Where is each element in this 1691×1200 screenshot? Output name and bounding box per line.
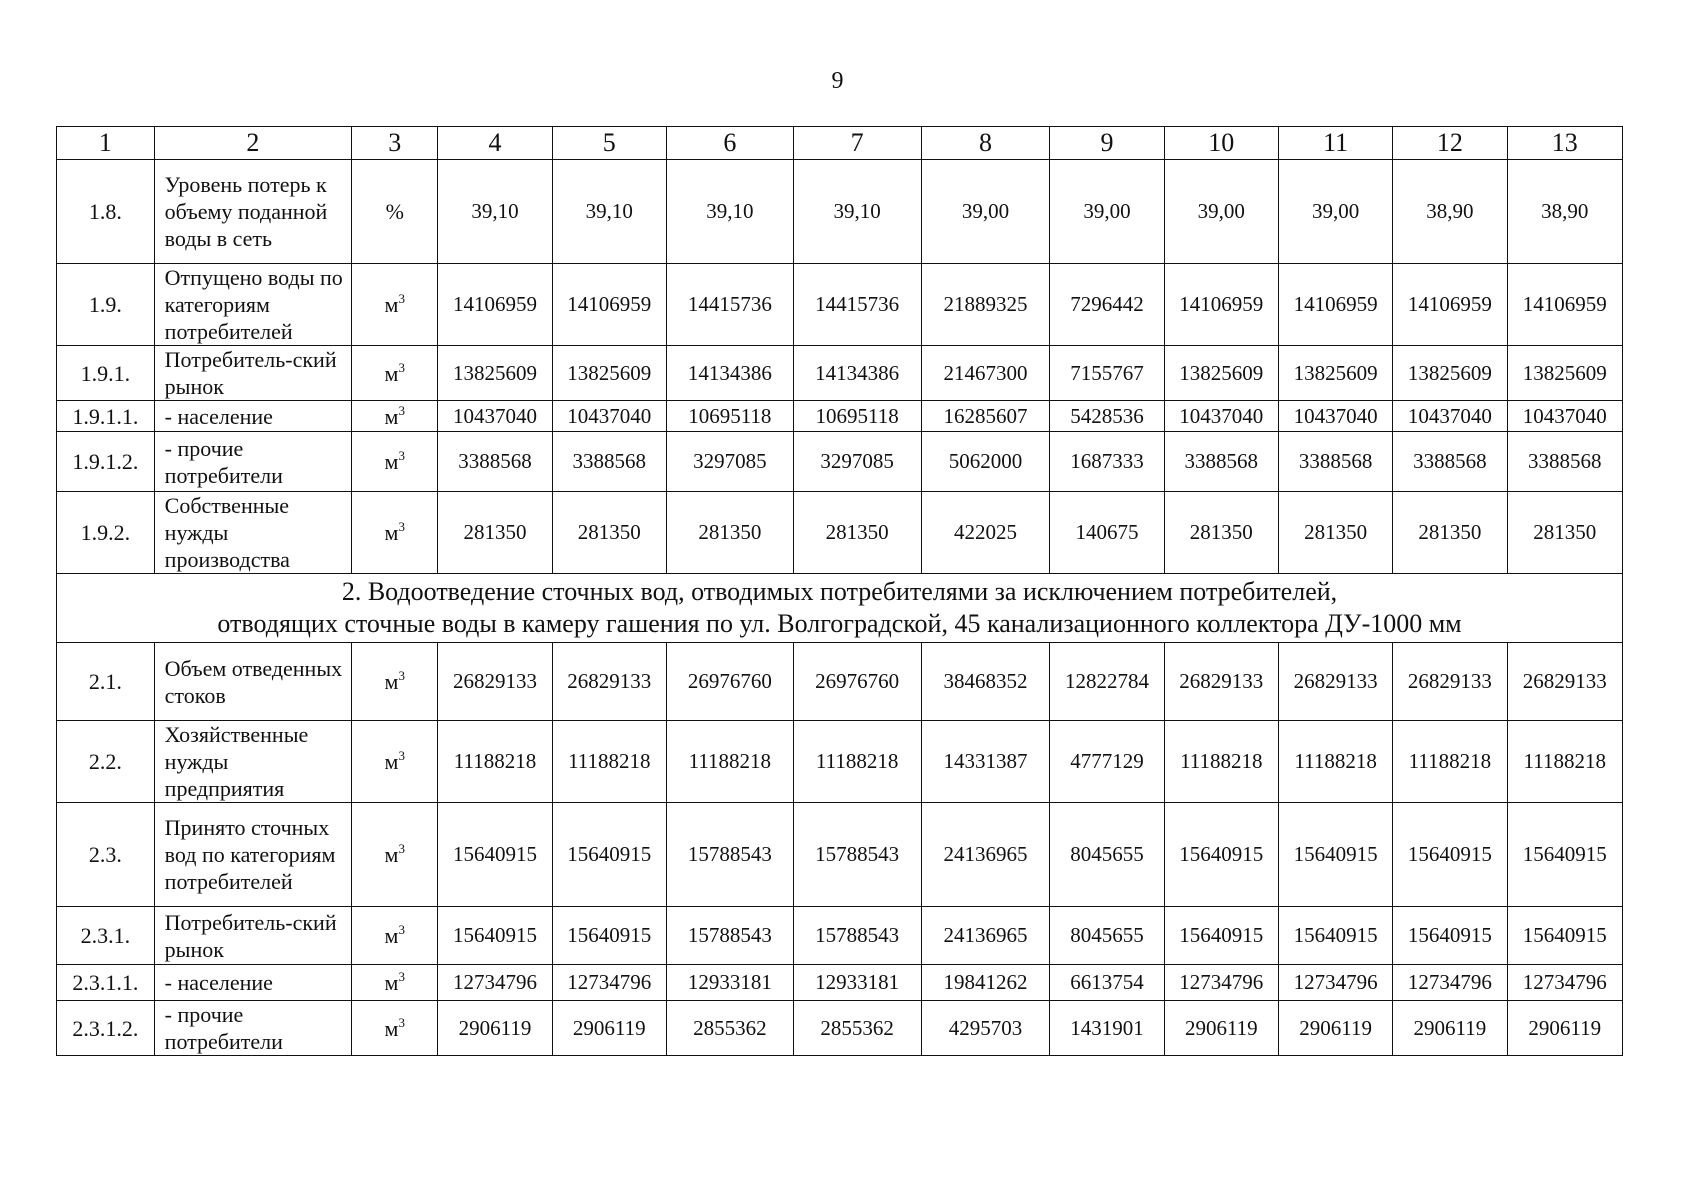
value-cell: 3388568 bbox=[552, 432, 666, 492]
unit-text: м bbox=[384, 292, 399, 317]
unit-superscript: 3 bbox=[398, 448, 405, 463]
row-unit bbox=[352, 264, 438, 346]
section-heading-line-2: отводящих сточные воды в камеру гашения по ул. Волгоградской, 45 канализационного коллектора ДУ-1000 мм bbox=[217, 609, 1462, 638]
row-code: 1.9.1.2. bbox=[57, 432, 155, 492]
value-cell: 15788543 bbox=[666, 803, 793, 907]
value-cell: 1687333 bbox=[1050, 432, 1164, 492]
row-unit bbox=[352, 346, 438, 401]
value-cell: 14415736 bbox=[793, 264, 921, 346]
value-cell: 15640915 bbox=[1278, 907, 1392, 965]
value-cell: 281350 bbox=[793, 492, 921, 574]
value-cell: 281350 bbox=[1164, 492, 1278, 574]
unit-text: м bbox=[384, 749, 399, 774]
value-cell: 21889325 bbox=[921, 264, 1050, 346]
value-cell: 3388568 bbox=[438, 432, 552, 492]
unit-superscript: 3 bbox=[398, 668, 405, 683]
section-heading bbox=[57, 574, 1623, 643]
header-cell: 5 bbox=[552, 127, 666, 160]
value-cell: 21467300 bbox=[921, 346, 1050, 401]
value-cell: 15640915 bbox=[1164, 803, 1278, 907]
header-cell: 3 bbox=[352, 127, 438, 160]
value-cell: 140675 bbox=[1050, 492, 1164, 574]
row-unit bbox=[352, 907, 438, 965]
value-cell: 14106959 bbox=[552, 264, 666, 346]
header-cell: 7 bbox=[793, 127, 921, 160]
table-body bbox=[57, 127, 1623, 1056]
unit-text: м bbox=[384, 520, 399, 545]
value-cell: 10437040 bbox=[1164, 401, 1278, 432]
value-cell: 12734796 bbox=[1278, 965, 1392, 1001]
value-cell: 26829133 bbox=[1393, 643, 1507, 721]
value-cell: 16285607 bbox=[921, 401, 1050, 432]
value-cell: 15640915 bbox=[552, 907, 666, 965]
value-cell: 11188218 bbox=[793, 721, 921, 803]
row-code: 1.9. bbox=[57, 264, 155, 346]
value-cell: 39,10 bbox=[438, 160, 552, 264]
unit-text: м bbox=[384, 923, 399, 948]
header-cell: 1 bbox=[57, 127, 155, 160]
value-cell: 39,10 bbox=[793, 160, 921, 264]
value-cell: 2906119 bbox=[552, 1001, 666, 1056]
table-row bbox=[57, 907, 1623, 965]
row-code: 2.3. bbox=[57, 803, 155, 907]
value-cell: 10437040 bbox=[438, 401, 552, 432]
value-cell: 13825609 bbox=[552, 346, 666, 401]
header-cell: 10 bbox=[1164, 127, 1278, 160]
row-unit bbox=[352, 721, 438, 803]
value-cell: 281350 bbox=[1278, 492, 1392, 574]
table-row bbox=[57, 432, 1623, 492]
row-code: 1.9.1.1. bbox=[57, 401, 155, 432]
value-cell: 13825609 bbox=[1278, 346, 1392, 401]
value-cell: 39,10 bbox=[666, 160, 793, 264]
header-cell: 9 bbox=[1050, 127, 1164, 160]
table-row bbox=[57, 401, 1623, 432]
unit-text: м bbox=[384, 1015, 399, 1041]
value-cell: 15640915 bbox=[1164, 907, 1278, 965]
value-cell: 15640915 bbox=[438, 907, 552, 965]
value-cell: 12933181 bbox=[793, 965, 921, 1001]
value-cell: 13825609 bbox=[1507, 346, 1622, 401]
value-cell: 4777129 bbox=[1050, 721, 1164, 803]
value-cell: 15640915 bbox=[1393, 907, 1507, 965]
row-unit bbox=[352, 965, 438, 1001]
table-row bbox=[57, 1001, 1623, 1056]
value-cell: 12822784 bbox=[1050, 643, 1164, 721]
header-cell: 11 bbox=[1278, 127, 1392, 160]
unit-text: м bbox=[384, 360, 399, 386]
value-cell: 8045655 bbox=[1050, 803, 1164, 907]
row-name: - население bbox=[154, 401, 351, 432]
value-cell: 11188218 bbox=[1393, 721, 1507, 803]
value-cell: 12734796 bbox=[552, 965, 666, 1001]
value-cell: 281350 bbox=[666, 492, 793, 574]
value-cell: 12933181 bbox=[666, 965, 793, 1001]
table-row bbox=[57, 803, 1623, 907]
value-cell: 12734796 bbox=[1507, 965, 1622, 1001]
value-cell: 1431901 bbox=[1050, 1001, 1164, 1056]
value-cell: 10437040 bbox=[1393, 401, 1507, 432]
value-cell: 39,00 bbox=[1050, 160, 1164, 264]
row-name: Отпущено воды по категориям потребителей bbox=[154, 264, 351, 346]
unit-text: м bbox=[384, 449, 399, 474]
value-cell: 3388568 bbox=[1278, 432, 1392, 492]
value-cell: 2906119 bbox=[1278, 1001, 1392, 1056]
page-number: 9 bbox=[831, 68, 844, 94]
value-cell: 422025 bbox=[921, 492, 1050, 574]
value-cell: 15788543 bbox=[666, 907, 793, 965]
unit-superscript: 3 bbox=[398, 922, 405, 937]
header-cell: 8 bbox=[921, 127, 1050, 160]
table-row bbox=[57, 492, 1623, 574]
value-cell: 10695118 bbox=[666, 401, 793, 432]
value-cell: 15640915 bbox=[1507, 803, 1622, 907]
value-cell: 14106959 bbox=[438, 264, 552, 346]
unit-text: м bbox=[384, 970, 399, 995]
row-name: Потребитель-ский рынок bbox=[154, 907, 351, 965]
value-cell: 26829133 bbox=[1278, 643, 1392, 721]
value-cell: 3297085 bbox=[666, 432, 793, 492]
section-heading-line-1: 2. Водоотведение сточных вод, отводимых потребителями за исключением потребителей, bbox=[341, 577, 1338, 606]
unit-superscript: 3 bbox=[398, 519, 405, 534]
value-cell: 2906119 bbox=[1164, 1001, 1278, 1056]
value-cell: 7296442 bbox=[1050, 264, 1164, 346]
value-cell: 15640915 bbox=[1278, 803, 1392, 907]
value-cell: 14106959 bbox=[1507, 264, 1622, 346]
unit-superscript: 3 bbox=[398, 359, 405, 375]
row-code: 2.2. bbox=[57, 721, 155, 803]
row-name: - прочие потребители bbox=[154, 432, 351, 492]
value-cell: 26829133 bbox=[552, 643, 666, 721]
row-name: Объем отведенных стоков bbox=[154, 643, 351, 721]
table-row bbox=[57, 965, 1623, 1001]
value-cell: 15788543 bbox=[793, 803, 921, 907]
value-cell: 11188218 bbox=[552, 721, 666, 803]
row-unit bbox=[352, 643, 438, 721]
value-cell: 15640915 bbox=[1393, 803, 1507, 907]
value-cell: 26976760 bbox=[666, 643, 793, 721]
unit-superscript: 3 bbox=[398, 841, 405, 856]
row-unit bbox=[352, 492, 438, 574]
value-cell: 19841262 bbox=[921, 965, 1050, 1001]
value-cell: 39,00 bbox=[1164, 160, 1278, 264]
row-name: Уровень потерь к объему поданной воды в сеть bbox=[154, 160, 351, 264]
unit-superscript: 3 bbox=[398, 1014, 405, 1030]
row-name: Потребитель-ский рынок bbox=[154, 346, 351, 401]
value-cell: 10437040 bbox=[1507, 401, 1622, 432]
row-unit bbox=[352, 401, 438, 432]
row-code: 1.8. bbox=[57, 160, 155, 264]
value-cell: 2855362 bbox=[666, 1001, 793, 1056]
row-code: 2.3.1.1. bbox=[57, 965, 155, 1001]
row-name: Собственные нужды производства bbox=[154, 492, 351, 574]
value-cell: 11188218 bbox=[666, 721, 793, 803]
value-cell: 26829133 bbox=[1507, 643, 1622, 721]
unit-text: м bbox=[384, 842, 399, 867]
value-cell: 26829133 bbox=[1164, 643, 1278, 721]
value-cell: 10695118 bbox=[793, 401, 921, 432]
value-cell: 15788543 bbox=[793, 907, 921, 965]
value-cell: 14106959 bbox=[1393, 264, 1507, 346]
section-heading-row bbox=[57, 574, 1623, 643]
value-cell: 14134386 bbox=[793, 346, 921, 401]
table-row bbox=[57, 160, 1623, 264]
value-cell: 14106959 bbox=[1278, 264, 1392, 346]
unit-superscript: 3 bbox=[398, 402, 405, 418]
value-cell: 14331387 bbox=[921, 721, 1050, 803]
row-name: - прочие потребители bbox=[154, 1001, 351, 1056]
header-cell: 13 bbox=[1507, 127, 1622, 160]
value-cell: 10437040 bbox=[552, 401, 666, 432]
value-cell: 11188218 bbox=[1164, 721, 1278, 803]
value-cell: 13825609 bbox=[438, 346, 552, 401]
value-cell: 14134386 bbox=[666, 346, 793, 401]
row-unit bbox=[352, 803, 438, 907]
value-cell: 10437040 bbox=[1278, 401, 1392, 432]
value-cell: 3297085 bbox=[793, 432, 921, 492]
unit-text: м bbox=[384, 669, 399, 694]
unit-text: % bbox=[385, 199, 404, 224]
row-name: Принято сточных вод по категориям потребителей bbox=[154, 803, 351, 907]
row-name: - население bbox=[154, 965, 351, 1001]
table-row bbox=[57, 643, 1623, 721]
row-code: 2.3.1. bbox=[57, 907, 155, 965]
header-cell: 6 bbox=[666, 127, 793, 160]
value-cell: 2855362 bbox=[793, 1001, 921, 1056]
unit-superscript: 3 bbox=[398, 748, 405, 763]
value-cell: 4295703 bbox=[921, 1001, 1050, 1056]
unit-text: м bbox=[384, 403, 399, 429]
value-cell: 5062000 bbox=[921, 432, 1050, 492]
row-unit bbox=[352, 432, 438, 492]
value-cell: 8045655 bbox=[1050, 907, 1164, 965]
value-cell: 26976760 bbox=[793, 643, 921, 721]
unit-superscript: 3 bbox=[398, 969, 405, 984]
value-cell: 3388568 bbox=[1393, 432, 1507, 492]
row-unit bbox=[352, 160, 438, 264]
value-cell: 38,90 bbox=[1507, 160, 1622, 264]
value-cell: 2906119 bbox=[438, 1001, 552, 1056]
value-cell: 11188218 bbox=[1507, 721, 1622, 803]
value-cell: 11188218 bbox=[1278, 721, 1392, 803]
header-row bbox=[57, 127, 1623, 160]
value-cell: 38468352 bbox=[921, 643, 1050, 721]
row-code: 2.3.1.2. bbox=[57, 1001, 155, 1056]
value-cell: 281350 bbox=[1393, 492, 1507, 574]
value-cell: 2906119 bbox=[1393, 1001, 1507, 1056]
value-cell: 15640915 bbox=[1507, 907, 1622, 965]
value-cell: 281350 bbox=[438, 492, 552, 574]
row-unit bbox=[352, 1001, 438, 1056]
row-code: 1.9.2. bbox=[57, 492, 155, 574]
header-cell: 12 bbox=[1393, 127, 1507, 160]
value-cell: 5428536 bbox=[1050, 401, 1164, 432]
table-row bbox=[57, 346, 1623, 401]
value-cell: 38,90 bbox=[1393, 160, 1507, 264]
value-cell: 39,00 bbox=[1278, 160, 1392, 264]
row-name: Хозяйственные нужды предприятия bbox=[154, 721, 351, 803]
value-cell: 39,00 bbox=[921, 160, 1050, 264]
value-cell: 281350 bbox=[552, 492, 666, 574]
value-cell: 6613754 bbox=[1050, 965, 1164, 1001]
value-cell: 14106959 bbox=[1164, 264, 1278, 346]
row-code: 1.9.1. bbox=[57, 346, 155, 401]
value-cell: 13825609 bbox=[1164, 346, 1278, 401]
value-cell: 15640915 bbox=[438, 803, 552, 907]
header-cell: 4 bbox=[438, 127, 552, 160]
value-cell: 14415736 bbox=[666, 264, 793, 346]
value-cell: 26829133 bbox=[438, 643, 552, 721]
value-cell: 15640915 bbox=[552, 803, 666, 907]
value-cell: 13825609 bbox=[1393, 346, 1507, 401]
value-cell: 12734796 bbox=[438, 965, 552, 1001]
value-cell: 12734796 bbox=[1393, 965, 1507, 1001]
value-cell: 12734796 bbox=[1164, 965, 1278, 1001]
value-cell: 3388568 bbox=[1507, 432, 1622, 492]
value-cell: 39,10 bbox=[552, 160, 666, 264]
value-cell: 3388568 bbox=[1164, 432, 1278, 492]
header-cell: 2 bbox=[154, 127, 351, 160]
table-row bbox=[57, 721, 1623, 803]
value-cell: 281350 bbox=[1507, 492, 1622, 574]
unit-superscript: 3 bbox=[398, 291, 405, 306]
value-cell: 24136965 bbox=[921, 907, 1050, 965]
row-code: 2.1. bbox=[57, 643, 155, 721]
value-cell: 7155767 bbox=[1050, 346, 1164, 401]
value-cell: 2906119 bbox=[1507, 1001, 1622, 1056]
data-table bbox=[56, 126, 1623, 1056]
table-row bbox=[57, 264, 1623, 346]
value-cell: 11188218 bbox=[438, 721, 552, 803]
value-cell: 24136965 bbox=[921, 803, 1050, 907]
